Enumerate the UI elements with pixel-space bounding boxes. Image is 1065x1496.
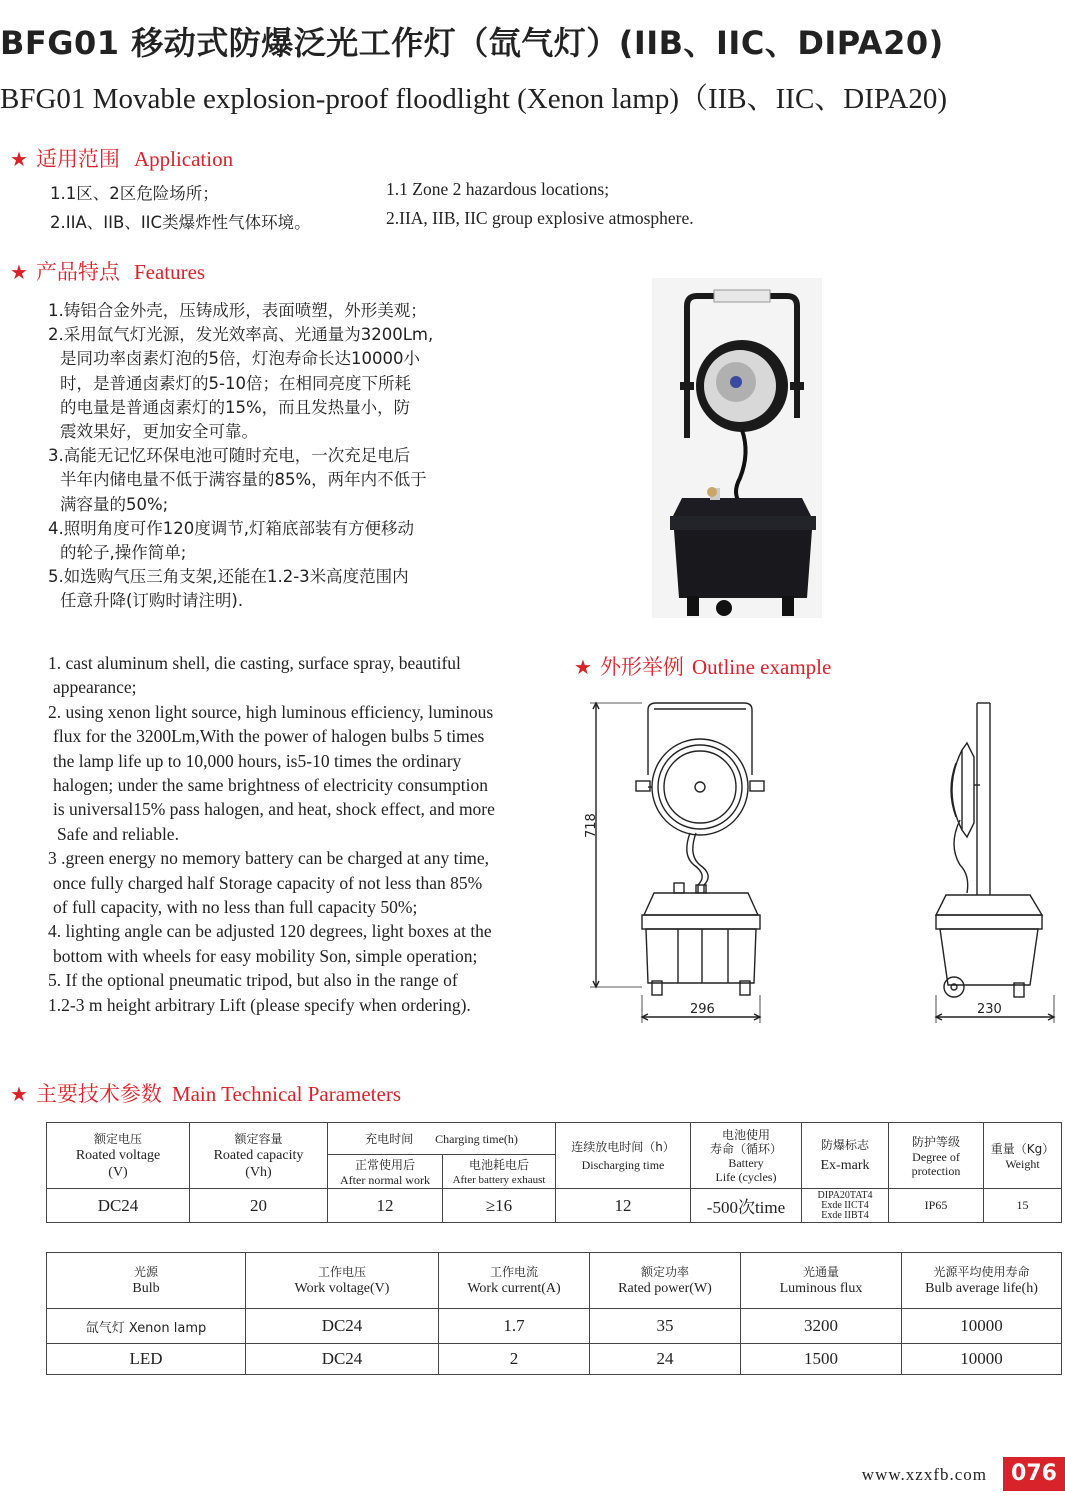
header-en: protection — [911, 1163, 961, 1178]
product-photo — [652, 278, 822, 618]
cell-after-exhaust: ≥16 — [443, 1189, 556, 1223]
cell-bulb: LED — [47, 1344, 246, 1375]
star-icon: ★ — [10, 260, 28, 284]
header-bulb — [47, 1253, 246, 1309]
header-en: (V) — [108, 1164, 128, 1180]
cell-current: 2 — [439, 1344, 590, 1375]
cell-power: 35 — [590, 1309, 741, 1344]
feature-line-en: 2. using xenon light source, high luminous efficiency, luminous — [48, 701, 494, 722]
star-icon: ★ — [574, 655, 592, 679]
cell-flux: 1500 — [741, 1344, 902, 1375]
header-cn: 光通量 — [802, 1265, 839, 1279]
header-cn: 光源 — [133, 1265, 158, 1279]
ex-mark-line: Exde IICT4 — [821, 1199, 869, 1211]
table-row — [47, 1189, 1062, 1223]
header-cn: 额定电压 — [93, 1131, 142, 1146]
heading-cn: 产品特点 — [35, 260, 120, 284]
header-charging — [328, 1123, 556, 1155]
header-bulb-life — [902, 1253, 1062, 1309]
header-en: Life (cycles) — [715, 1169, 777, 1184]
star-icon: ★ — [10, 147, 28, 171]
cell-voltage: DC24 — [246, 1344, 439, 1375]
ex-mark-line: Exde IIBT4 — [821, 1209, 869, 1221]
star-icon: ★ — [10, 1082, 28, 1106]
feature-line-cn: 1.铸铝合金外壳，压铸成形，表面喷塑，外形美观； — [48, 301, 427, 320]
application-item-cn-1: 1.1区、2区危险场所； — [50, 184, 219, 203]
section-heading-params — [10, 1078, 401, 1108]
dim-width-label: 296 — [690, 1002, 715, 1017]
footer-url[interactable]: www.xzxfb.com — [861, 1465, 987, 1484]
outline-drawing — [582, 695, 1062, 1030]
section-heading-outline — [574, 651, 831, 681]
feature-line-cn: 2.采用氙气灯光源，发光效率高、光通量为3200Lm, — [48, 325, 434, 345]
header-ex-mark — [802, 1123, 889, 1189]
header-cn: 光源平均使用寿命 — [933, 1265, 1030, 1279]
feature-line-cn: 满容量的50%; — [60, 494, 169, 514]
feature-line-en: 1.2-3 m height arbitrary Lift (please specify when ordering). — [48, 994, 471, 1015]
header-capacity — [190, 1123, 328, 1189]
cell-capacity: 20 — [190, 1189, 328, 1223]
feature-line-cn: 的轮子,操作简单; — [60, 543, 187, 563]
cell-power: 24 — [590, 1344, 741, 1375]
header-cn: 额定功率 — [640, 1265, 689, 1279]
cell-voltage: DC24 — [246, 1309, 439, 1344]
heading-en: Features — [133, 260, 206, 284]
cell-life: 10000 — [902, 1309, 1062, 1344]
header-en: Degree of — [912, 1149, 960, 1164]
header-after-exhaust — [443, 1155, 556, 1189]
header-en: (Vh) — [245, 1164, 272, 1180]
ex-mark-line: DIPA20TAT4 — [817, 1189, 873, 1201]
dim-depth-label: 230 — [977, 1002, 1002, 1017]
header-en: Ex-mark — [820, 1158, 870, 1173]
feature-line-en: 4. lighting angle can be adjusted 120 degrees, light boxes at the — [48, 921, 492, 942]
cell-life: 10000 — [902, 1344, 1062, 1375]
header-en: Weight — [1005, 1156, 1040, 1171]
application-item-cn-2: 2.IIA、IIB、IIC类爆炸性气体环境。 — [50, 213, 311, 232]
header-cn: 工作电压 — [317, 1265, 366, 1279]
header-cn: 防护等级 — [911, 1134, 960, 1149]
header-after-normal — [328, 1155, 443, 1189]
header-cn: 电池使用 — [721, 1127, 770, 1142]
feature-line-cn: 任意升降(订购时请注明). — [60, 591, 244, 611]
page-title-en: BFG01 Movable explosion-proof floodlight (Xenon lamp)（IIB、IIC、DIPA20) — [0, 83, 947, 115]
header-luminous-flux — [741, 1253, 902, 1309]
header-en: Bulb average life(h) — [925, 1281, 1038, 1296]
feature-line-cn: 震效果好，更加安全可靠。 — [60, 422, 258, 442]
header-cn: 寿命（循环） — [709, 1141, 782, 1156]
cell-protection: IP65 — [889, 1189, 984, 1223]
cell-battery-life: -500次time — [691, 1189, 802, 1223]
feature-line-en: once fully charged half Storage capacity of not less than 85% — [53, 872, 483, 893]
cell-bulb: 氙气灯 Xenon lamp — [47, 1309, 246, 1344]
feature-line-cn: 是同功率卤素灯泡的5倍，灯泡寿命长达10000小 — [60, 349, 420, 369]
features-list-cn — [48, 299, 433, 614]
header-cn: 正常使用后 — [354, 1157, 415, 1172]
heading-cn: 主要技术参数 — [35, 1082, 162, 1106]
feature-line-cn: 3.高能无记忆环保电池可随时充电，一次充足电后 — [48, 446, 411, 466]
page-title-cn: BFG01 移动式防爆泛光工作灯（氙气灯）(IIB、IIC、DIPA20) — [0, 24, 944, 62]
header-cn: 连续放电时间（h） — [571, 1140, 675, 1154]
section-heading-features — [10, 256, 205, 286]
header-cn: 电池耗电后 — [468, 1157, 529, 1172]
front-view — [590, 703, 764, 1023]
header-discharge — [556, 1123, 691, 1189]
header-cn: 额定容量 — [234, 1131, 283, 1146]
cell-voltage: DC24 — [47, 1189, 190, 1223]
feature-line-cn: 时，是普通卤素灯的5-10倍；在相同亮度下所耗 — [60, 373, 411, 393]
feature-line-en: the lamp life up to 10,000 hours, is5-10 times the ordinary — [53, 750, 462, 771]
header-en: Luminous flux — [779, 1281, 863, 1296]
heading-en: Application — [133, 147, 234, 171]
cell-ex-mark — [802, 1189, 889, 1223]
feature-line-en: flux for the 3200Lm,With the power of halogen bulbs 5 times — [53, 726, 485, 747]
feature-line-en: 5. If the optional pneumatic tripod, but also in the range of — [48, 970, 458, 991]
feature-line-cn: 5.如选购气压三角支架,还能在1.2-3米高度范围内 — [48, 567, 409, 587]
application-item-en-2: 2.IIA, IIB, IIC group explosive atmosphere. — [386, 208, 694, 228]
feature-line-en: of full capacity, with no less than full capacity 50%; — [53, 897, 418, 918]
feature-line-cn: 的电量是普通卤素灯的15%，而且发热量小，防 — [60, 397, 411, 417]
header-en: After normal work — [340, 1172, 430, 1187]
feature-line-en: 1. cast aluminum shell, die casting, surface spray, beautiful — [48, 653, 461, 673]
feature-line-en: is universal15% pass halogen, and heat, shock effect, and more — [53, 799, 495, 820]
header-en: Charging time(h) — [435, 1131, 518, 1146]
heading-cn: 适用范围 — [35, 147, 120, 171]
header-protection — [889, 1123, 984, 1189]
header-en: Roated voltage — [75, 1147, 161, 1163]
heading-en: Outline example — [691, 655, 832, 679]
header-cn: 工作电流 — [489, 1265, 538, 1279]
cell-current: 1.7 — [439, 1309, 590, 1344]
header-en: Roated capacity — [213, 1147, 304, 1163]
feature-line-en: 3 .green energy no memory battery can be charged at any time, — [48, 848, 490, 869]
feature-line-en: appearance; — [53, 677, 137, 698]
header-weight — [984, 1123, 1062, 1189]
cell-weight: 15 — [984, 1189, 1062, 1223]
header-cn: 防爆标志 — [820, 1138, 869, 1152]
cell-flux: 3200 — [741, 1309, 902, 1344]
cell-discharge: 12 — [556, 1189, 691, 1223]
heading-en: Main Technical Parameters — [171, 1082, 401, 1106]
header-en: Rated power(W) — [618, 1281, 712, 1296]
feature-line-cn: 半年内储电量不低于满容量的85%，两年内不低于 — [60, 470, 427, 490]
heading-cn: 外形举例 — [599, 655, 684, 679]
header-cn: 充电时间 — [365, 1131, 414, 1146]
header-voltage — [47, 1123, 190, 1189]
section-heading-application — [10, 143, 233, 173]
feature-line-en: bottom with wheels for easy mobility Son, simple operation; — [53, 945, 478, 966]
feature-line-cn: 4.照明角度可作120度调节,灯箱底部装有方便移动 — [48, 518, 414, 538]
header-cn: 重量（Kg） — [990, 1141, 1055, 1156]
header-battery-life — [691, 1123, 802, 1189]
header-en: After battery exhaust — [452, 1173, 546, 1186]
page-number: 076 — [1003, 1457, 1065, 1491]
header-en: Bulb — [132, 1281, 160, 1296]
battery-params-table — [46, 1122, 1062, 1223]
header-work-current — [439, 1253, 590, 1309]
feature-line-en: Safe and reliable. — [57, 823, 179, 844]
header-rated-power — [590, 1253, 741, 1309]
table-row — [47, 1344, 1062, 1375]
application-item-en-1: 1.1 Zone 2 hazardous locations; — [386, 179, 610, 199]
header-en: Work current(A) — [467, 1281, 561, 1296]
side-view — [936, 703, 1054, 1023]
bulb-params-table — [46, 1252, 1062, 1375]
header-en: Work voltage(V) — [294, 1281, 390, 1296]
header-en: Discharging time — [581, 1158, 665, 1172]
dim-height-label: 718 — [584, 813, 599, 838]
table-row — [47, 1309, 1062, 1344]
features-list-en — [48, 651, 495, 1017]
header-en: Battery — [728, 1155, 764, 1170]
header-work-voltage — [246, 1253, 439, 1309]
feature-line-en: halogen; under the same brightness of electricity consumption — [53, 775, 488, 796]
cell-after-normal: 12 — [328, 1189, 443, 1223]
